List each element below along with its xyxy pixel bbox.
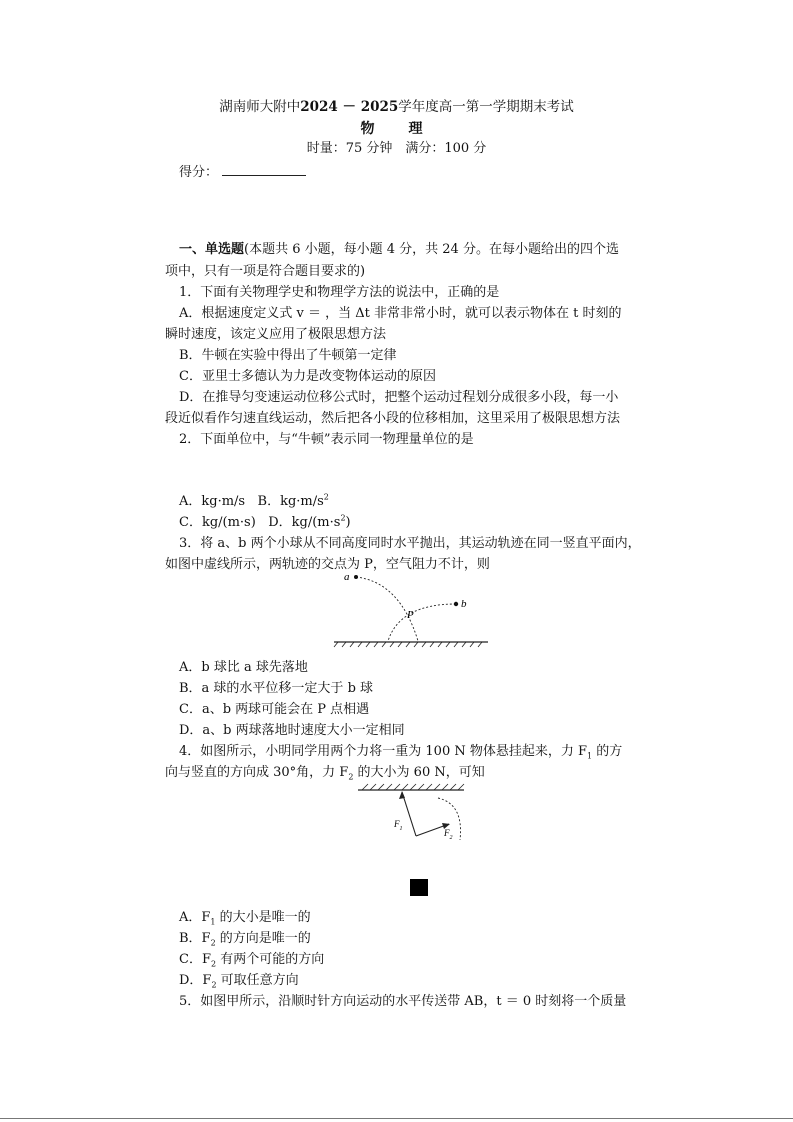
q4-a-sub: 1 <box>210 917 216 927</box>
q2-option-d-sup: 2 <box>340 513 346 523</box>
label-f1 <box>393 819 403 832</box>
q4-stem1-sub: 1 <box>587 751 593 761</box>
vector-f1 <box>399 792 416 836</box>
label-a: a <box>344 571 350 583</box>
q4-a-post: 的大小是唯一的 <box>215 910 311 925</box>
q2-option-d <box>268 515 350 530</box>
ball-b <box>454 602 458 606</box>
q4-a-pre: A．F <box>179 910 211 925</box>
label-f2 <box>443 828 453 841</box>
q1-option-a-line1: A．根据速度定义式 v ＝ ，当 Δt 非常非常小时，就可以表示物体在 t 时刻的 <box>179 306 622 321</box>
q1-stem: 1．下面有关物理学史和物理学方法的说法中，正确的是 <box>179 285 500 300</box>
ball-a <box>354 575 358 579</box>
q4-b-sub: 2 <box>210 938 216 948</box>
black-square-mark <box>410 879 428 896</box>
label-f2-sub: 2 <box>449 835 453 841</box>
score-field <box>179 163 306 181</box>
q4-option-b <box>179 931 311 947</box>
q4-c-pre: C．F <box>179 952 211 967</box>
label-p: P <box>407 609 414 621</box>
q4-d-pre: D．F <box>179 973 212 988</box>
q4-d-sub: 2 <box>211 980 217 990</box>
q1-option-a-line2: 瞬时速度，该定义应用了极限思想方法 <box>165 327 387 342</box>
q3-stem-line1: 3．将 a、b 两个小球从不同高度同时水平抛出，其运动轨迹在同一竖直平面内， <box>179 536 641 551</box>
q4-stem-line1 <box>179 744 622 760</box>
q2-options-cd <box>179 515 351 531</box>
trajectory-b <box>388 604 456 641</box>
school-years: 2024 － 2025 <box>300 99 399 115</box>
ground-hatching <box>334 642 482 647</box>
q1-option-b: B．牛顿在实验中得出了牛顿第一定律 <box>179 348 397 363</box>
section1-title: 一、单选题 <box>179 242 245 257</box>
q1-option-d-line2: 段近似看作匀速直线运动，然后把各小段的位移相加，这里采用了极限思想方法 <box>165 411 621 426</box>
q4-stem2a: 向与竖直的方向成 30°角，力 F <box>165 765 349 780</box>
q5-stem-line1: 5．如图甲所示，沿顺时针方向运动的水平传送带 AB，t ＝ 0 时刻将一个质量 <box>179 994 627 1009</box>
q3-option-b: B．a 球的水平位移一定大于 b 球 <box>179 681 374 696</box>
page-bottom-line <box>0 1118 793 1119</box>
subject-title: 物 理 <box>360 121 433 137</box>
score-label: 得分： <box>179 165 219 180</box>
q4-stem-line2 <box>165 765 485 781</box>
section1-heading <box>179 242 619 258</box>
q2-option-b <box>258 494 329 509</box>
q4-stem1b: 的方 <box>592 744 623 759</box>
q1-option-c: C．亚里士多德认为力是改变物体运动的原因 <box>179 369 436 384</box>
q4-stem1a: 4．如图所示，小明同学用两个力将一重为 100 N 物体悬挂起来，力 F <box>179 744 588 759</box>
q2-option-d-end: ) <box>345 515 351 530</box>
label-f2-letter: F <box>444 828 450 838</box>
label-b: b <box>461 598 467 610</box>
q4-stem2b: 的大小为 60 N，可知 <box>353 765 485 780</box>
q4-c-sub: 2 <box>210 959 217 969</box>
ceiling-hatching <box>362 784 464 790</box>
school-name: 湖南师大附中 <box>219 99 301 115</box>
q2-stem: 2．下面单位中，与“牛顿”表示同一物理量单位的是 <box>179 432 474 447</box>
q2-option-a: A．kg·m/s <box>179 494 246 509</box>
section1-desc1: (本题共 6 小题，每小题 4 分，共 24 分。在每小题给出的四个选 <box>244 242 619 257</box>
q4-c-post: 有两个可能的方向 <box>216 952 325 967</box>
q3-option-a: A．b 球比 a 球先落地 <box>179 660 308 675</box>
q2-options-ab <box>179 494 329 510</box>
q4-stem2-sub: 2 <box>348 772 354 782</box>
q3-option-c: C．a、b 两球可能会在 P 点相遇 <box>179 702 370 717</box>
q4-b-post: 的方向是唯一的 <box>215 931 311 946</box>
q2-option-d-text: D．kg/(m·s <box>268 515 341 530</box>
q4-option-d <box>179 973 299 989</box>
q2-option-b-sup: 2 <box>323 492 329 502</box>
q4-b-pre: B．F <box>179 931 211 946</box>
score-blank <box>222 163 306 176</box>
q3-stem-line2: 如图中虚线所示，两轨迹的交点为 P，空气阻力不计，则 <box>165 557 490 572</box>
q1-option-d-line1: D．在推导匀变速运动位移公式时，把整个运动过程划分成很多小段，每一小 <box>179 390 619 405</box>
q4-d-post: 可取任意方向 <box>216 973 299 988</box>
arrowhead-f1 <box>399 791 405 799</box>
q3-option-d: D．a、b 两球落地时速度大小一定相同 <box>179 723 405 738</box>
q4-force-figure <box>352 780 470 848</box>
exam-name: 学年度高一第一学期期末考试 <box>398 99 574 115</box>
q4-option-a <box>179 910 311 926</box>
exam-title <box>0 99 793 115</box>
exam-meta: 时量：75 分钟 满分：100 分 <box>306 141 487 156</box>
section1-desc2: 项中，只有一项是符合题目要求的) <box>165 264 366 279</box>
q2-option-b-text: B．kg·m/s <box>257 494 324 509</box>
q4-option-c <box>179 952 324 968</box>
q2-option-c: C．kg/(m·s) <box>179 515 256 530</box>
label-f1-sub: 1 <box>399 826 403 832</box>
q3-projectile-figure <box>330 568 495 650</box>
label-f1-letter: F <box>394 819 400 829</box>
